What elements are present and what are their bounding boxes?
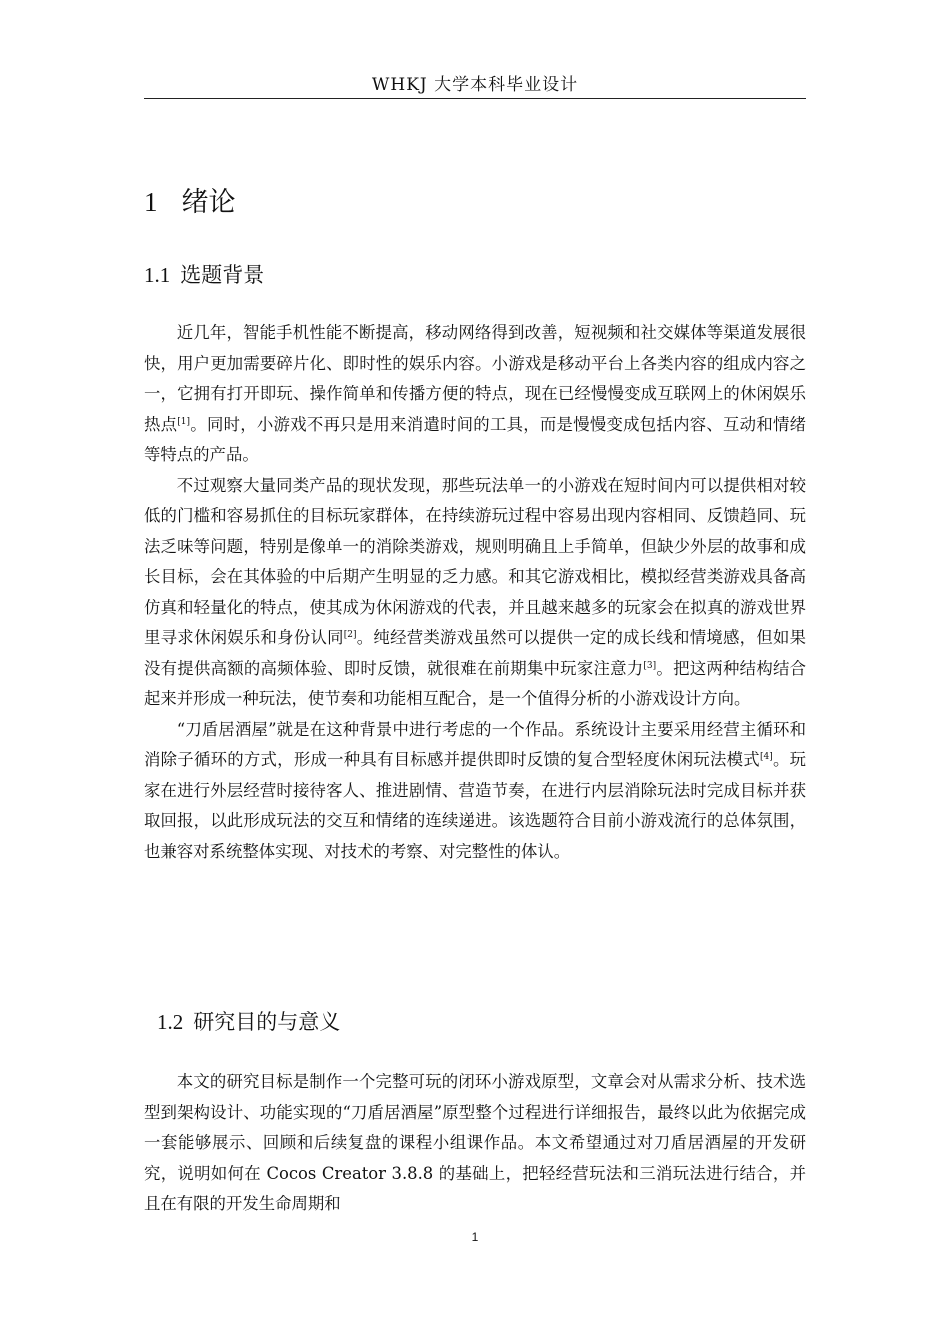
section-body-1-2 xyxy=(144,1067,806,1220)
section-heading-1-1 xyxy=(144,261,264,289)
section-title: 选题背景 xyxy=(180,263,265,287)
paragraph-text: 。玩家在进行外层经营时接待客人、推进剧情、营造节奏，在进行内层消除玩法时完成目标并获取回报，以此形成玩法的交互和情绪的连续递进。该选题符合目前小游戏流行的总体氛围，也兼容对系统整体实现、对技术的考察、对完整性的体认。 xyxy=(144,750,806,861)
section-number: 1.1 xyxy=(144,263,171,287)
chapter-number: 1 xyxy=(144,187,158,217)
body-paragraph xyxy=(144,471,806,715)
paragraph-text: 近几年，智能手机性能不断提高，移动网络得到改善，短视频和社交媒体等渠道发展很快，用户更加需要碎片化、即时性的娱乐内容。小游戏是移动平台上各类内容的组成内容之一，它拥有打开即玩、操作简单和传播方便的特点，现在已经慢慢变成互联网上的休闲娱乐热点 xyxy=(144,323,806,434)
chapter-title: 绪论 xyxy=(181,187,236,218)
citation-marker: [4] xyxy=(759,752,773,762)
paragraph-text: 不过观察大量同类产品的现状发现，那些玩法单一的小游戏在短时间内可以提供相对较低的门槛和容易抓住的目标玩家群体，在持续游玩过程中容易出现内容相同、反馈趋同、玩法乏味等问题，特别是像单一的消除类游戏，规则明确且上手简单，但缺少外层的故事和成长目标，会在其体验的中后期产生明显的乏力感。和其它游戏相比，模拟经营类游戏具备高仿真和轻量化的特点，使其成为休闲游戏的代表，并且越来越多的玩家会在拟真的游戏世界里寻求休闲娱乐和身份认同 xyxy=(144,475,806,647)
paragraph-text: 。把这两种结构结合起来并形成一种玩法，使节奏和功能相互配合，是一个值得分析的小游戏设计方向。 xyxy=(144,658,806,708)
section-title: 研究目的与意义 xyxy=(193,1010,341,1034)
paragraph-text: 。同时，小游戏不再只是用来消遣时间的工具，而是慢慢变成包括内容、互动和情绪等特点的产品。 xyxy=(144,414,806,464)
citation-marker: [3] xyxy=(643,660,657,671)
page-header: WHKJ 大学本科毕业设计 xyxy=(371,75,579,95)
body-paragraph xyxy=(144,715,806,868)
section-heading-1-2 xyxy=(157,1008,340,1036)
paragraph-text: 本文的研究目标是制作一个完整可玩的闭环小游戏原型，文章会对从需求分析、技术选型到架构设计、功能实现的“刀盾居酒屋”原型整个过程进行详细报告，最终以此为依据完成一套能够展示、回顾和后续复盘的课程小组课作品。本文希望通过对刀盾居酒屋的开发研究，说明如何在 Cocos Creator 3.8.8 的基础上，把轻经营玩法和三消玩法进行结合，并且在有限的开发生命周期和 xyxy=(144,1072,806,1213)
citation-marker: [2] xyxy=(343,630,357,640)
paragraph-text: 。纯经营类游戏虽然可以提供一定的成长线和情境感，但如果没有提供高额的高频体验、即时反馈，就很难在前期集中玩家注意力 xyxy=(144,628,807,678)
body-paragraph xyxy=(144,1067,806,1220)
chapter-heading xyxy=(144,184,236,221)
section-body-1-1 xyxy=(144,318,806,867)
header-divider xyxy=(144,98,806,99)
section-number: 1.2 xyxy=(157,1010,184,1034)
body-paragraph xyxy=(144,318,806,471)
paragraph-text: “刀盾居酒屋”就是在这种背景中进行考虑的一个作品。系统设计主要采用经营主循环和消除子循环的方式，形成一种具有目标感并提供即时反馈的复合型轻度休闲玩法模式 xyxy=(144,719,806,769)
citation-marker: [1] xyxy=(177,416,191,427)
page-number: 1 xyxy=(471,1230,479,1244)
